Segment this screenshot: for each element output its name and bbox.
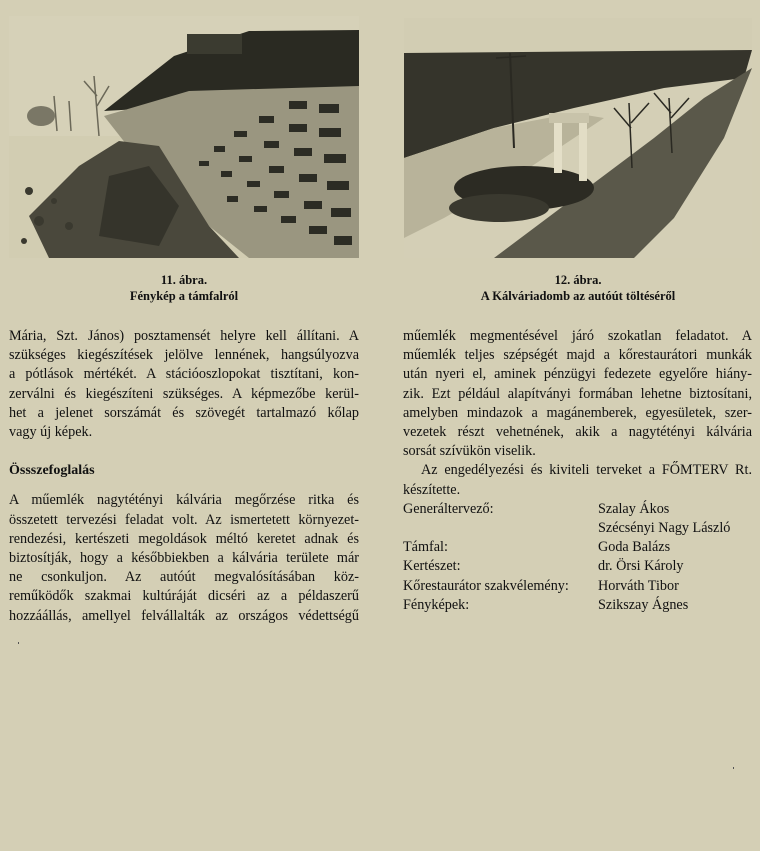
text-line: után nyeri el, aminek pénzügyi fedezete egyelőre hiány-: [403, 366, 752, 383]
text-line: készítette.: [403, 481, 461, 498]
text-line: vezetek részt vehetnének, akik a nagytétényi kálvária: [403, 424, 752, 441]
text-line: het a jelenet sorszámát és szövegét tartalmazó kőlap: [9, 404, 359, 421]
text-line: a pótlások mértékét. A stációoszlopokat tisztítani, kon-: [9, 366, 359, 383]
right-paragraph-2: [403, 461, 752, 499]
text-line: reműködők szakmai kultúráját dicséri az a példaszerű: [9, 588, 359, 605]
text-line: biztosítják, hogy a későbbiekben a kálvária területe már: [9, 550, 359, 567]
text-line: rendezési, kertészeti megoldások méltó keretet adnak és: [9, 530, 359, 547]
figure-11-caption: [9, 272, 359, 304]
figure-11-title: Fénykép a támfalról: [129, 289, 239, 303]
figure-12-caption: [404, 272, 752, 304]
text-line: hozzáállás, amellyel felvállalták az országos védettségű: [9, 607, 359, 624]
credit-name: Szécsényi Nagy László: [598, 520, 731, 537]
credit-name: Szalay Ákos: [598, 500, 670, 517]
credit-row: [403, 519, 752, 538]
credit-role: Fényképek:: [403, 596, 470, 613]
text-line: A műemlék nagytétényi kálvária megőrzése ritka és: [9, 492, 359, 509]
retaining-wall-photo: [9, 16, 359, 258]
credit-name: Szikszay Ágnes: [598, 596, 689, 613]
calvary-hill-photo: [404, 18, 752, 258]
text-line: összetett tervezési feladat volt. Az ismertetett környezet-: [9, 511, 359, 528]
credit-row: [403, 557, 752, 576]
text-line: műemlék teljes szépségét majd a kőrestaurátori munkák: [403, 347, 752, 364]
text-line: szükséges kiegészítések jelölve lennének, hangsúlyozva: [9, 347, 359, 364]
figure-11-number: 11. ábra.: [160, 273, 208, 287]
text-line: amelyben mindazok a magánemberek, egyesületek, szer-: [403, 404, 752, 421]
text-line: műemlék megmentésével járó szokatlan feladatot. A: [403, 328, 752, 344]
right-paragraph-1: [403, 327, 752, 461]
credit-role: [403, 519, 598, 538]
credit-row: [403, 500, 752, 519]
credit-row: [403, 538, 752, 557]
right-text-column: [403, 327, 752, 615]
text-line: ne csonkuljon. Az autóút megvalósításában köz-: [9, 569, 359, 586]
calvary-hill-image: [404, 18, 752, 258]
scan-speck: [18, 642, 19, 644]
text-line: zik. Ezt például alapítványi formában lehetne biztosítani,: [403, 385, 752, 402]
credit-row: [403, 596, 752, 615]
figure-12-title: A Kálváriadomb az autóút töltéséről: [480, 289, 676, 303]
credit-name: Goda Balázs: [598, 539, 671, 556]
left-paragraph-1: [9, 327, 359, 442]
credits-list: [403, 500, 752, 615]
credit-role: Támfal:: [403, 539, 448, 556]
text-line: Mária, Szt. János) posztamensét helyre kell állítani. A: [9, 328, 359, 344]
credit-name: dr. Örsi Károly: [598, 558, 684, 575]
left-text-column: [9, 327, 359, 626]
text-line: Az engedélyezési és kiviteli terveket a FŐMTERV Rt.: [421, 462, 752, 479]
left-paragraph-2: [9, 491, 359, 625]
text-line: zerválni és kiegészíteni szükséges. A képmezőbe kerül-: [9, 385, 359, 402]
text-line: vagy új képek.: [9, 424, 93, 441]
credit-role: Kertészet:: [403, 558, 461, 575]
retaining-wall-image: [9, 16, 359, 258]
credit-role: Kőrestaurátor szakvélemény:: [403, 577, 569, 594]
summary-heading: Össszefoglalás: [9, 463, 95, 479]
credit-role: Generáltervező:: [403, 500, 494, 517]
credit-row: [403, 577, 752, 596]
scan-speck: [733, 767, 734, 769]
figure-12-number: 12. ábra.: [554, 273, 602, 287]
text-line: sorsát szívükön viselik.: [403, 443, 536, 460]
credit-name: Horváth Tibor: [598, 577, 679, 594]
